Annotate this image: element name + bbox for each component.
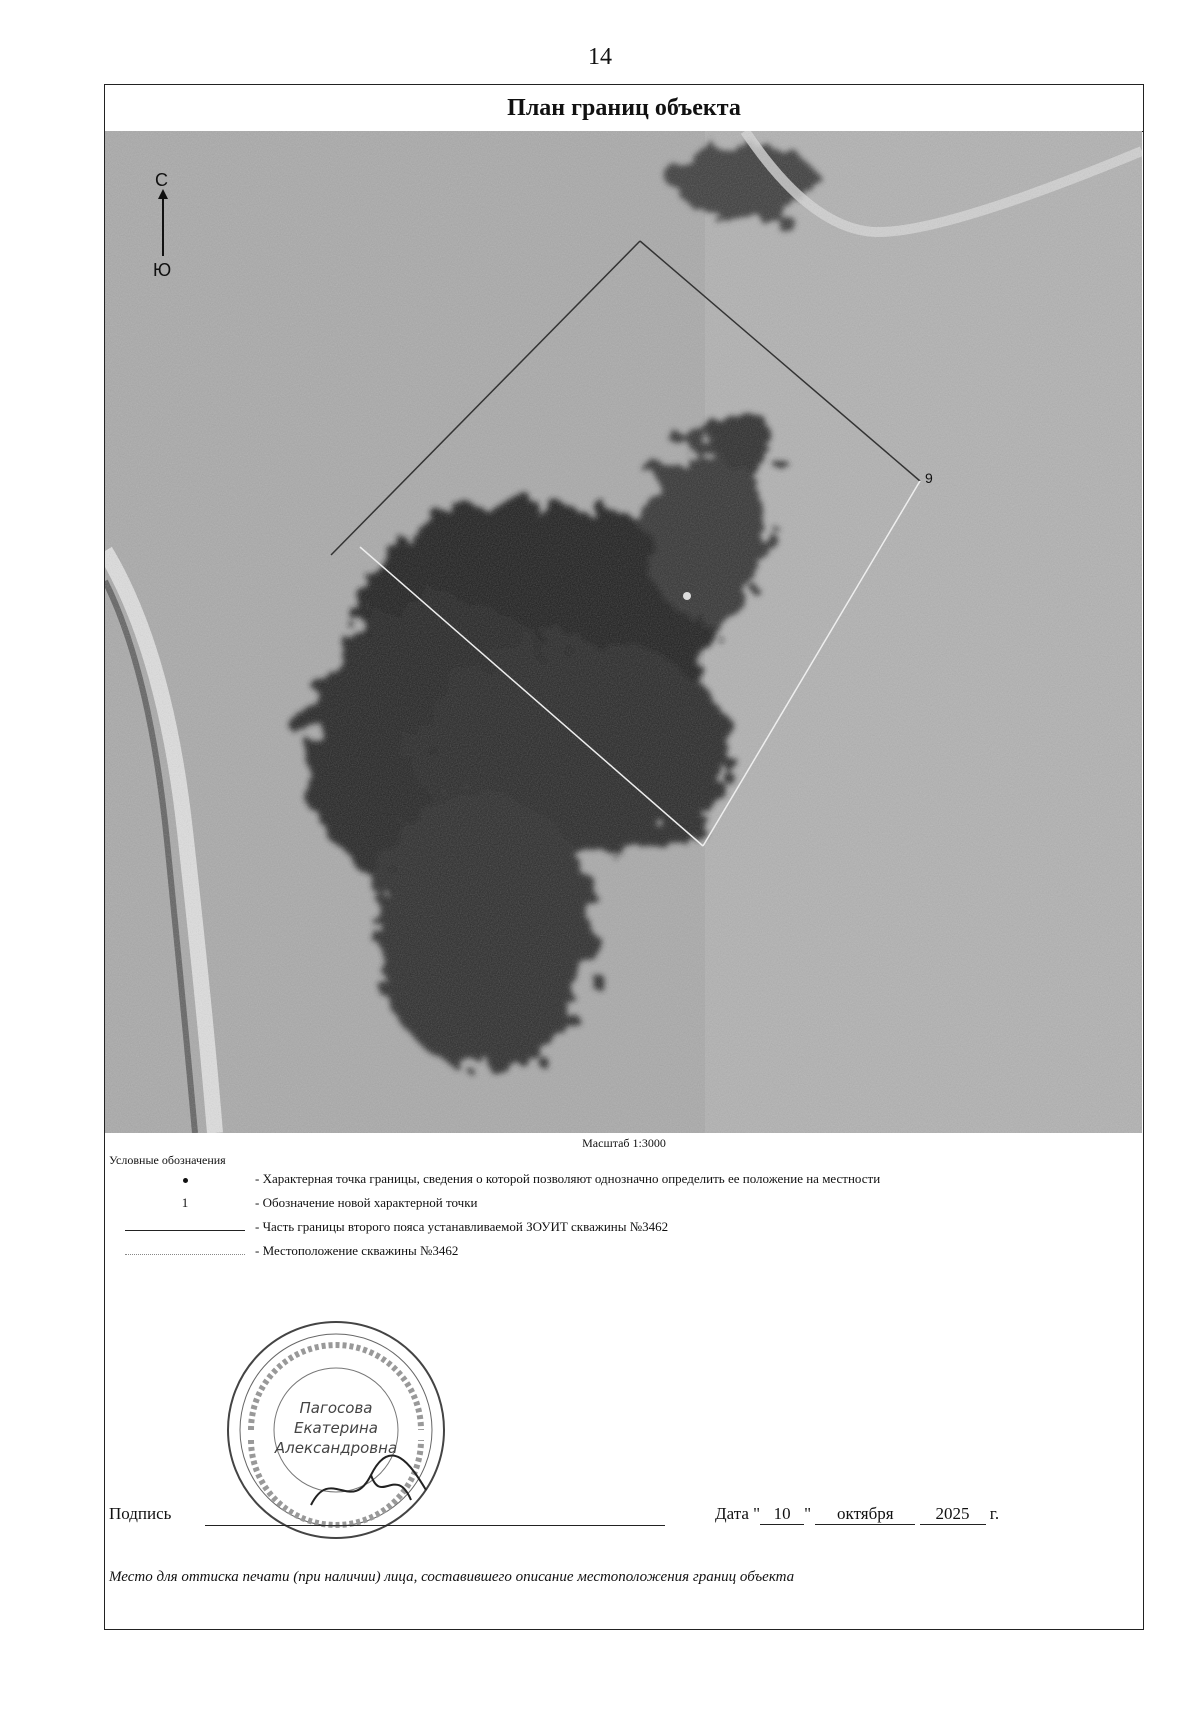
svg-text:С: С [155,170,168,190]
svg-text:Ю: Ю [153,260,172,280]
date-year: 2025 [920,1504,986,1525]
boundary-point-symbol [125,1171,245,1187]
boundary-point-label: 9 [925,470,933,486]
date-day: 10 [760,1504,804,1525]
map-scale: Масштаб 1:3000 [582,1136,666,1150]
svg-text:Екатерина: Екатерина [294,1419,378,1437]
official-stamp [221,1315,451,1545]
well-location-marker [683,592,691,600]
legend-item: - Местоположение скважины №3462 [105,1243,1135,1263]
date-month: октября [815,1504,915,1525]
legend-title: Условные обозначения [109,1153,226,1167]
aerial-map [105,131,1142,1133]
stamp-place-note: Место для оттиска печати (при наличии) лица, составившего описание местоположения границ объекта [109,1569,795,1585]
new-point-symbol: 1 [181,1195,189,1210]
svg-text:Пагосова: Пагосова [299,1399,373,1417]
signature-line [205,1525,665,1526]
legend-item: - Часть границы второго пояса устанавливаемой ЗОУИТ скважины №3462 [105,1219,1135,1239]
page-title: План границ объекта [105,85,1143,132]
well-location-symbol [125,1243,245,1259]
document-frame [104,84,1144,1630]
boundary-line-symbol [125,1219,245,1235]
legend-item: - Характерная точка границы, сведения о которой позволяют однозначно определить ее положение на местности [105,1171,1135,1191]
map-image [105,131,1142,1133]
date-field: Дата " 10 " октября 2025 г. [715,1504,1000,1523]
signature-label: Подпись [109,1504,172,1523]
page-number: 14 [588,44,612,70]
svg-text:Александровна: Александровна [274,1439,398,1457]
legend-item: 1 - Обозначение новой характерной точки [105,1195,1135,1215]
